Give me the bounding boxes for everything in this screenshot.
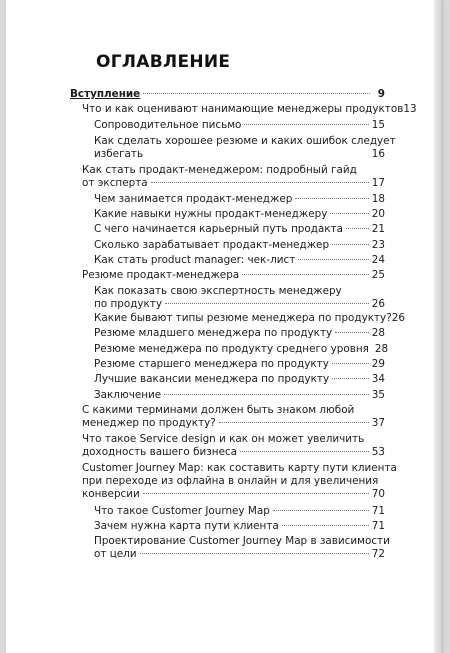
toc-entry	[94, 373, 385, 386]
dot-leader	[219, 422, 369, 423]
toc-page-number: 25	[371, 269, 385, 281]
toc-entry-text: Сопроводительное письмо	[94, 119, 242, 131]
dot-leader	[332, 244, 369, 245]
toc-entry	[94, 285, 385, 311]
toc-entry-text: Проектирование Customer Journey Map в зависимости	[94, 535, 390, 547]
toc-entry-text: Вступление	[70, 88, 141, 100]
toc-page-number: 53	[371, 446, 385, 458]
toc-entry-text: от цели	[94, 548, 137, 560]
dot-leader	[273, 510, 369, 511]
table-of-contents	[6, 0, 442, 653]
toc-page-number: 21	[371, 223, 385, 235]
dot-leader	[242, 274, 369, 275]
dot-leader	[330, 213, 368, 214]
dot-leader	[151, 182, 369, 183]
toc-page-number: 71	[371, 505, 385, 517]
toc-entry-text: С чего начинается карьерный путь продакта	[94, 223, 343, 235]
toc-entry-text: Какие бывают типы резюме менеджера по продукту?	[94, 312, 392, 324]
toc-entry-text: Какие навыки нужны продакт-менеджеру	[94, 208, 328, 220]
toc-entry-text: менеджер по продукту?	[82, 417, 216, 429]
toc-entry-text: Резюме менеджера по продукту среднего уровня	[94, 343, 369, 355]
toc-page-number: 71	[371, 520, 385, 532]
dot-leader	[240, 451, 369, 452]
toc-entry-text: при переходе из офлайна в онлайн и для увеличения	[82, 475, 379, 487]
page-edge-shadow	[434, 0, 442, 653]
toc-page-number: 23	[371, 239, 385, 251]
toc-entry-text: Резюме старшего менеджера по продукту	[94, 358, 329, 370]
toc-entry-text: по продукту	[94, 298, 163, 310]
toc-entry-text: от эксперта	[82, 177, 148, 189]
dot-leader	[346, 228, 369, 229]
toc-entry-text: Как стать product manager: чек-лист	[94, 254, 296, 266]
toc-entry-text: С какими терминами должен быть знаком любой	[82, 404, 355, 416]
toc-page-number: 24	[371, 254, 385, 266]
toc-page-number: 34	[371, 373, 385, 385]
toc-entry	[82, 103, 417, 116]
toc-entry	[82, 462, 397, 501]
toc-page-number: 17	[371, 177, 385, 189]
toc-entry	[82, 164, 385, 190]
toc-entry-text: доходность вашего бизнеса	[82, 446, 238, 458]
toc-page-number: 26	[391, 312, 405, 324]
toc-entry	[94, 505, 385, 518]
toc-entry-text: Заключение	[94, 389, 162, 401]
toc-page-number: 16	[371, 148, 385, 160]
page-title: ОГЛАВЛЕНИЕ	[96, 52, 231, 72]
toc-entry-text: избегать	[94, 148, 144, 160]
toc-page-number: 37	[371, 417, 385, 429]
dot-leader	[282, 525, 369, 526]
toc-entry	[94, 389, 385, 402]
toc-entry-text: Сколько зарабатывает продакт-менеджер	[94, 239, 330, 251]
dot-leader	[335, 332, 369, 333]
toc-entry	[94, 358, 385, 371]
toc-entry-text: Резюме младшего менеджера по продукту	[94, 327, 333, 339]
toc-entry-text: Лучшие вакансии менеджера по продукту	[94, 373, 330, 385]
toc-page-number: 9	[377, 88, 385, 100]
toc-page-number: 26	[371, 298, 385, 310]
toc-entry	[94, 343, 389, 356]
toc-entry-text: Как показать свою экспертность менеджеру	[94, 285, 342, 297]
dot-leader	[244, 124, 368, 125]
dot-leader	[140, 553, 369, 554]
toc-entry	[94, 312, 405, 325]
dot-leader	[332, 363, 369, 364]
toc-entry-text: Как стать продакт-менеджером: подробный гайд	[82, 164, 357, 176]
toc-page-number: 20	[371, 208, 385, 220]
toc-entry-text: Как сделать хорошее резюме и каких ошибок следует	[94, 135, 396, 147]
toc-entry	[94, 239, 385, 252]
dot-leader	[143, 493, 369, 494]
dot-leader	[332, 378, 369, 379]
toc-entry-text: Что такое Service design и как он может увеличить	[82, 433, 365, 445]
toc-page-number: 29	[371, 358, 385, 370]
toc-entry	[94, 254, 385, 267]
toc-entry	[94, 327, 385, 340]
toc-entry-text: Что и как оценивают нанимающие менеджеры продуктов	[82, 103, 404, 115]
book-page	[6, 0, 442, 653]
dot-leader	[298, 259, 369, 260]
dot-leader	[164, 394, 369, 395]
toc-entry-text: Чем занимается продакт-менеджер	[94, 193, 293, 205]
toc-entry-text: Резюме продакт-менеджера	[82, 269, 240, 281]
toc-entry-text: конверсии	[82, 488, 140, 500]
toc-entry	[82, 404, 385, 430]
toc-page-number: 13	[403, 103, 417, 115]
toc-page-number: 28	[371, 327, 385, 339]
toc-entry	[94, 535, 390, 561]
toc-entry	[82, 269, 385, 282]
dot-leader	[295, 198, 368, 199]
toc-page-number: 35	[371, 389, 385, 401]
toc-entry	[94, 193, 385, 206]
dot-leader	[165, 303, 369, 304]
toc-entry	[82, 433, 385, 459]
toc-page-number: 18	[371, 193, 385, 205]
toc-entry-text: Зачем нужна карта пути клиента	[94, 520, 279, 532]
toc-page-number: 28	[374, 343, 389, 355]
toc-entry	[94, 135, 396, 161]
toc-entry-text: Customer Journey Map: как составить карту пути клиента	[82, 462, 397, 474]
toc-page-number: 15	[371, 119, 385, 131]
toc-entry	[70, 88, 385, 101]
toc-entry-text: Что такое Customer Journey Map	[94, 505, 270, 517]
toc-entry	[94, 223, 385, 236]
toc-entry	[94, 208, 385, 221]
toc-page-number: 72	[371, 548, 385, 560]
toc-page-number: 70	[371, 488, 385, 500]
dot-leader	[143, 93, 370, 94]
toc-entry	[94, 119, 385, 132]
toc-entry	[94, 520, 385, 533]
